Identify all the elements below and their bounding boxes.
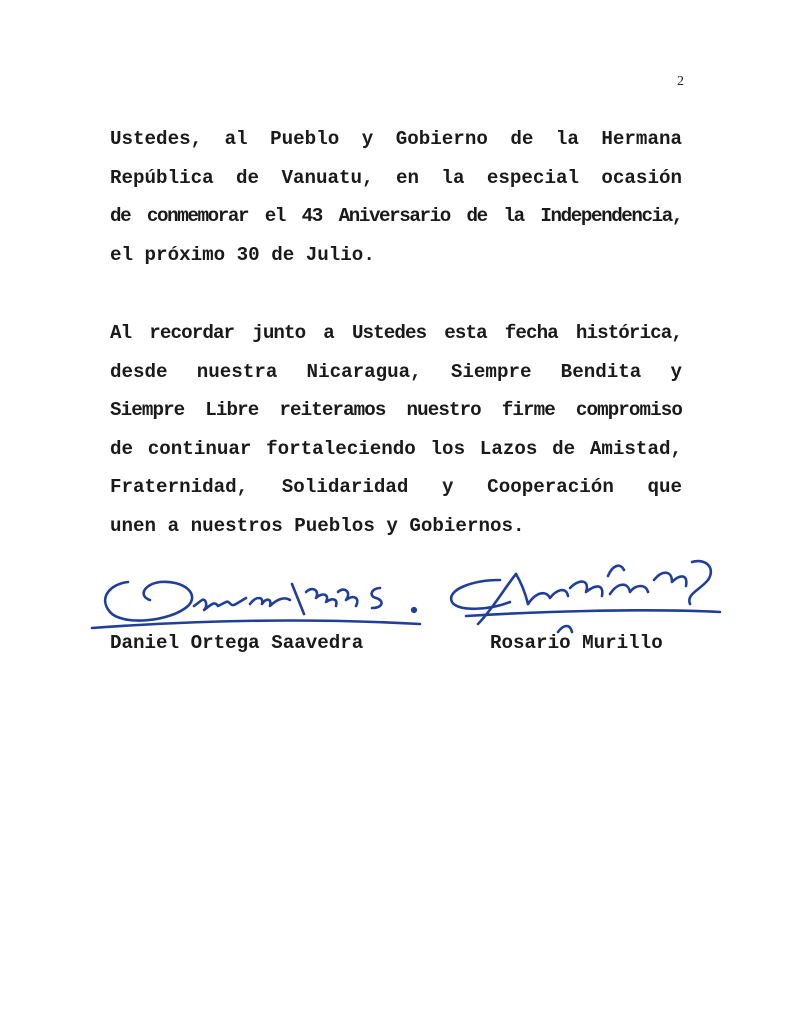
- text-line: unen a nuestros Pueblos y Gobiernos.: [110, 514, 525, 537]
- text-line: el próximo 30 de Julio.: [110, 243, 375, 266]
- text-line: desde nuestra Nicaragua, Siempre Bendita y: [110, 360, 682, 383]
- text-line: Siempre Libre reiteramos nuestro firme compromiso: [110, 399, 682, 421]
- text-line: de continuar fortaleciendo los Lazos de Amistad,: [110, 437, 682, 460]
- text-line: República de Vanuatu, en la especial ocasión: [110, 166, 682, 189]
- signature-block: [80, 540, 740, 670]
- paragraph-commitment: [110, 314, 682, 545]
- text-line: Al recordar junto a Ustedes esta fecha histórica,: [110, 322, 682, 344]
- signature-rosario-murillo: [451, 561, 720, 632]
- text-line: de conmemorar el 43 Aniversario de la Independencia,: [110, 205, 682, 227]
- signer-name-rosario-murillo: Rosario Murillo: [490, 632, 663, 654]
- signature-daniel-ortega: [92, 582, 420, 628]
- page-number: 2: [677, 74, 684, 89]
- text-line: Ustedes, al Pueblo y Gobierno de la Hermana: [110, 128, 682, 150]
- text-line: Fraternidad, Solidaridad y Cooperación que: [110, 476, 682, 498]
- paragraph-greeting: [110, 120, 682, 274]
- signer-name-daniel-ortega: Daniel Ortega Saavedra: [110, 632, 364, 654]
